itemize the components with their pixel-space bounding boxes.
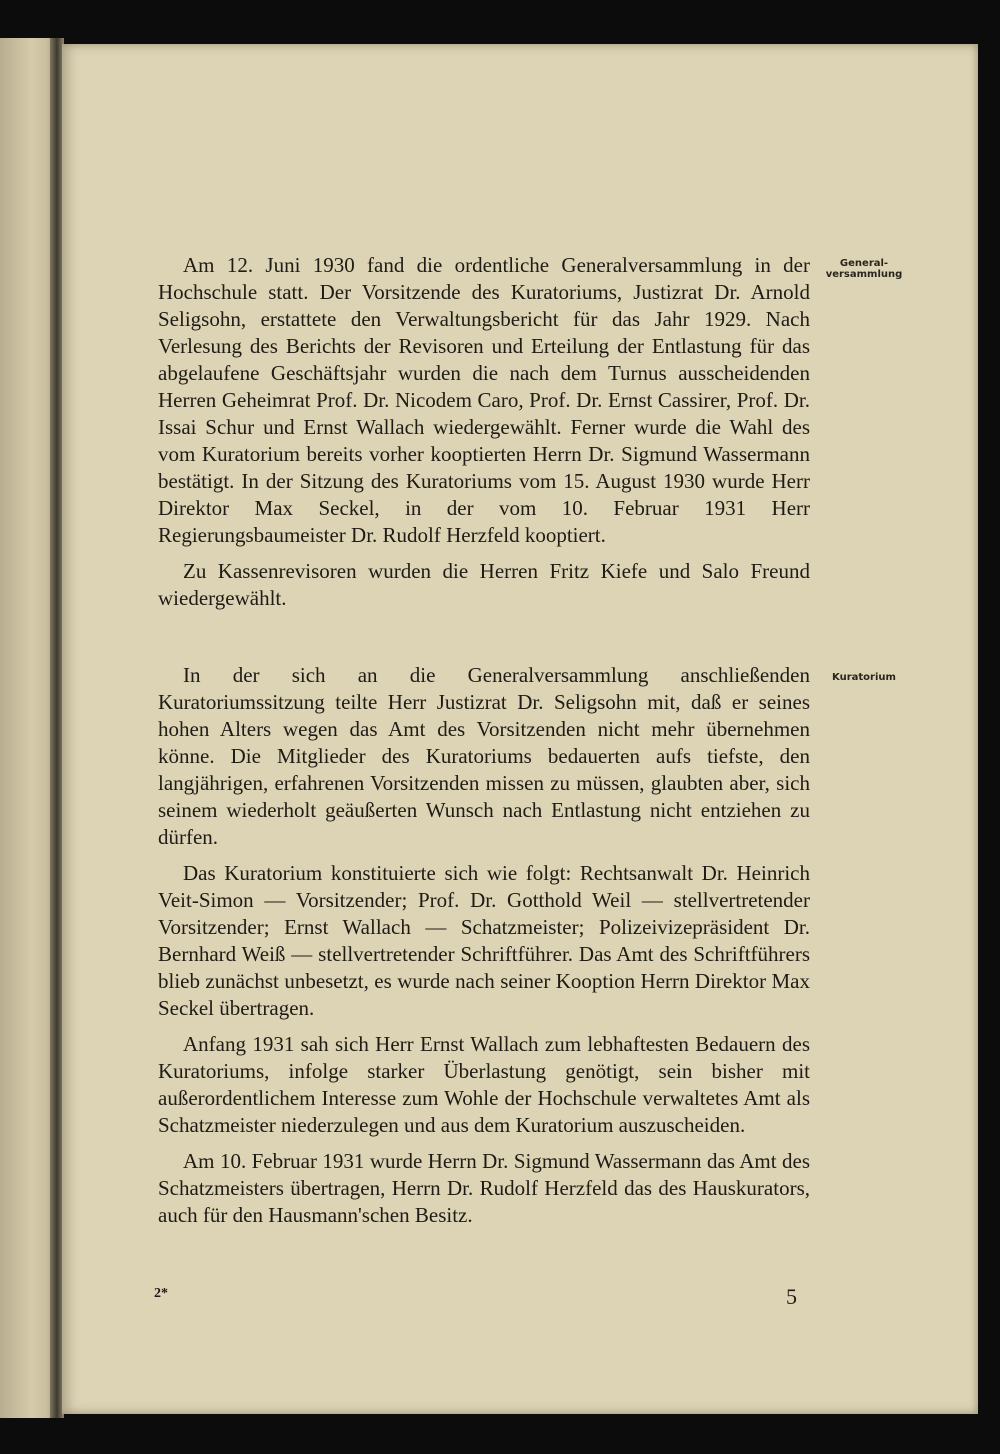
- margin-note-line-2: versammlung: [825, 269, 903, 280]
- paragraph: Am 12. Juni 1930 fand die ordentliche Generalversammlung in der Hochschule statt. Der Vorsitzende des Kuratoriums, Justizrat Dr. Arnold Seligsohn, erstattete den Verwaltungsbericht für das Jahr 1929. Nach Verlesung des Berichts der Revisoren und Erteilung der Entlastung für das abgelaufene Geschäftsjahr wurden die nach dem Turnus ausscheidenden Herren Geheimrat Prof. Dr. Nicodem Caro, Prof. Dr. Ernst Cassirer, Prof. Dr. Issai Schur und Ernst Wallach wiedergewählt. Ferner wurde die Wahl des vom Kuratorium bereits vorher kooptierten Herrn Dr. Sigmund Wassermann bestätigt. In der Sitzung des Kuratoriums vom 15. August 1930 wurde Herr Direktor Max Seckel, in der vom 10. Februar 1931 Herr Regierungsbaumeister Dr. Rudolf Herzfeld kooptiert.: [158, 253, 810, 547]
- margin-note-line-1: General-: [839, 258, 889, 269]
- paragraph: Am 10. Februar 1931 wurde Herrn Dr. Sigmund Wassermann das Amt des Schatzmeisters übertragen, Herrn Dr. Rudolf Herzfeld das des Hauskurators, auch für den Hausmann'schen Besitz.: [158, 1149, 810, 1227]
- signature-mark: 2*: [154, 1286, 168, 1301]
- paragraph: Das Kuratorium konstituierte sich wie folgt: Rechtsanwalt Dr. Heinrich Veit-Simon — Vorsitzender; Prof. Dr. Gotthold Weil — stellvertretender Vorsitzender; Ernst Wallach — Schatzmeister; Polizeivizepräsident Dr. Bernhard Weiß — stellvertretender Schriftführer. Das Amt des Schriftführers blieb zunächst unbesetzt, es wurde nach seiner Kooption Herrn Direktor Max Seckel übertragen.: [158, 861, 810, 1020]
- paragraph: Zu Kassenrevisoren wurden die Herren Fritz Kiefe und Salo Freund wiedergewählt.: [158, 559, 810, 610]
- section-generalversammlung: [158, 252, 810, 612]
- document-page: [62, 44, 978, 1414]
- page-number: 5: [786, 1284, 797, 1309]
- paragraph: In der sich an die Generalversammlung anschließenden Kuratoriumssitzung teilte Herr Justizrat Dr. Seligsohn mit, daß er seines hohen Alters wegen das Amt des Vorsitzenden nicht mehr übernehmen könne. Die Mitglieder des Kuratoriums bedauerten aufs tiefste, den langjährigen, erfahrenen Vorsitzenden missen zu müssen, glaubten aber, sich seinem wiederholt geäußerten Wunsch nach Entlastung nicht entziehen zu dürfen.: [158, 663, 810, 849]
- margin-note-generalversammlung: [820, 258, 908, 280]
- section-kuratorium: [158, 662, 810, 1238]
- paragraph: Anfang 1931 sah sich Herr Ernst Wallach zum lebhaftesten Bedauern des Kuratoriums, infolge starker Überlastung genötigt, sein bisher mit außerordentlichem Interesse zum Wohle der Hochschule verwaltetes Amt als Schatzmeister niederzulegen und aus dem Kuratorium auszuscheiden.: [158, 1032, 810, 1137]
- margin-note-kuratorium: Kuratorium: [832, 672, 896, 683]
